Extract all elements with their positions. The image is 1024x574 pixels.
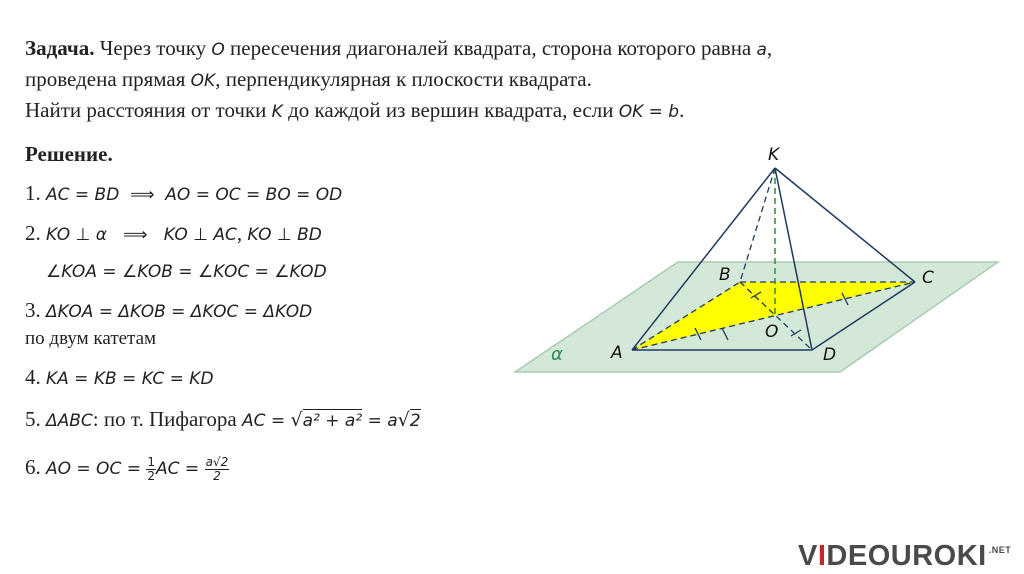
math-a: a [756,40,767,60]
problem-text: до каждой из вершин квадрата, если [282,98,619,122]
step-number: 3. [25,298,46,322]
step-6 [25,455,229,483]
sqrt-radicand: 2 [409,411,421,431]
logo-text: DEOUROKI [826,540,987,572]
step-math: AC = [241,411,291,431]
math-K: K [271,102,283,122]
step-math: KO ⊥ α ⟹ KO ⊥ AC [46,225,237,245]
step-2 [25,221,322,247]
step-sep: , [236,221,248,245]
fraction-a-root2-over-2 [205,456,230,483]
fraction-numerator: 1 [147,454,156,469]
fraction-denominator: 2 [213,468,221,483]
label-alpha: α [551,344,563,365]
step-number: 6. [25,455,46,479]
step-math: AC = [156,459,205,479]
problem-line-1 [25,36,772,62]
step-number: 1. [25,181,46,205]
step-number: 2. [25,221,46,245]
label-O: O [765,322,779,342]
label-A: A [611,343,623,363]
fraction-numerator: a√2 [205,454,229,469]
step-number: 5. [25,407,46,431]
step-4 [25,365,214,391]
problem-text: Найти расстояния от точки [25,98,272,122]
step-math: KA = KB = KC = KD [46,369,214,389]
sqrt-radicand: a² + a² [302,411,363,431]
problem-line-3 [25,98,684,124]
problem-text: , перпендикулярная к плоскости квадрата. [215,67,592,91]
fraction-denominator: 2 [147,468,156,483]
problem-label: Задача. [25,36,95,60]
solution-title: Решение. [25,142,113,166]
math-OK: OK [190,71,216,91]
step-5 [25,407,421,433]
step-1 [25,181,342,207]
problem-text: пересечения диагоналей квадрата, сторона которого равна [224,36,757,60]
step-text: : по т. Пифагора [92,407,242,431]
math-O: O [211,40,225,60]
label-K: K [768,145,780,165]
step-3b: по двум катетам [25,328,157,349]
label-B: B [719,265,731,285]
problem-line-2 [25,67,592,93]
problem-text: , [766,36,773,60]
step-math: KO ⊥ BD [247,225,322,245]
step-math: ΔABC [46,411,93,431]
math-OK-eq: OK = b [618,102,680,122]
logo-text-accent: I [817,540,827,572]
label-D: D [823,345,837,365]
step-number: 4. [25,365,46,389]
problem-text: Через точку [94,36,212,60]
logo-net: .NET [988,545,1012,555]
step-math: AC = BD ⟹ AO = OC = BO = OD [46,185,343,205]
sqrt-sign: √ [397,409,410,431]
step-2b [46,258,327,284]
step-math: AO = OC = [46,459,147,479]
pyramid-figure [510,140,1000,380]
step-3 [25,298,312,324]
fraction-half [146,456,156,483]
label-C: C [922,268,934,288]
logo-text: V [798,540,818,572]
sqrt-sign: √ [290,409,303,431]
problem-text: проведена прямая [25,67,191,91]
step-math: ∠KOA = ∠KOB = ∠KOC = ∠KOD [46,262,327,282]
problem-text: . [679,98,685,122]
videouroki-logo [798,540,1011,573]
step-math: = a [362,411,398,431]
step-math: ΔKOA = ΔKOB = ΔKOC = ΔKOD [46,302,313,322]
